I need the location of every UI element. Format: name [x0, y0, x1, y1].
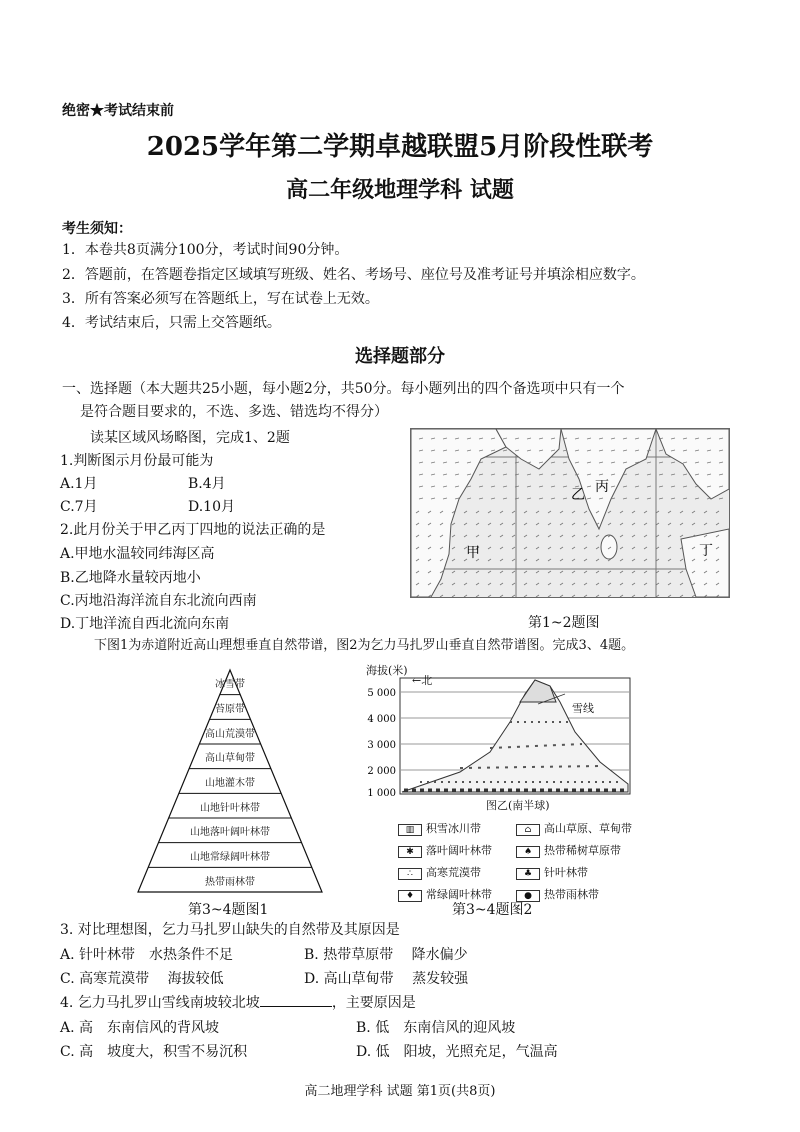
q4-stem-post: ，主要原因是	[331, 995, 416, 1011]
notice-heading: 考生须知：	[62, 221, 132, 237]
y-tick-label: 4 000	[367, 714, 396, 725]
figure-caption: 第3~4题图1	[188, 902, 269, 918]
option-d: D. 低 阳坡，光照充足，气温高	[356, 1044, 558, 1060]
option-a: A. 针叶林带 水热条件不足	[60, 947, 234, 963]
legend-item	[516, 864, 588, 880]
y-axis-title: 海拔(米)	[366, 664, 408, 677]
legend-label: 落叶阔叶林带	[426, 844, 492, 857]
zone-label: 冰雪带	[215, 679, 245, 691]
option-b: B. 热带草原带 降水偏少	[304, 947, 468, 963]
legend-item	[516, 820, 632, 836]
part-instruction: 一、选择题（本大题共25小题，每小题2分，共50分。每小题列出的四个备选项中只有一个	[62, 381, 625, 397]
legend-swatch-icon: ⌂	[516, 824, 540, 836]
legend-swatch-icon: ∴	[398, 868, 422, 880]
figure-caption: 第3~4题图2	[452, 902, 533, 918]
legend-item	[398, 820, 481, 836]
legend-label: 常绿阔叶林带	[426, 888, 492, 901]
legend-item	[516, 842, 621, 858]
zone-label: 热带雨林带	[205, 876, 255, 888]
option-c: C. 高寒荒漠带 海拔较低	[60, 971, 224, 987]
figure-subtitle: 图乙(南半球)	[486, 799, 550, 812]
snowline-label: 雪线	[572, 702, 594, 715]
label-ding: 丁	[699, 543, 713, 559]
y-tick-label: 5 000	[367, 688, 396, 699]
label-bing: 丙	[595, 479, 609, 495]
option-c: C. 高 坡度大，积雪不易沉积	[60, 1044, 248, 1060]
part-instruction: 是符合题目要求的，不选、多选、错选均不得分）	[80, 404, 388, 420]
legend-swatch-icon: ♦	[398, 890, 422, 902]
zone-label: 山地常绿阔叶林带	[190, 852, 270, 863]
legend-label: 热带稀树草原带	[544, 844, 621, 857]
figure-caption: 第1~2题图	[528, 615, 600, 631]
page-footer: 高二地理学科 试题 第1页(共8页)	[304, 1084, 496, 1099]
label-jia: 甲	[466, 545, 480, 561]
option-d: D.10月	[188, 499, 235, 515]
zone-label: 高山草甸带	[205, 753, 255, 765]
section-title: 选择题部分	[355, 346, 445, 367]
option-c: C.丙地沿海洋流自东北流向西南	[60, 593, 257, 609]
legend-label: 高山草原、草甸带	[544, 822, 632, 835]
y-tick-label: 2 000	[367, 766, 396, 777]
zone-label: 苔原带	[215, 704, 245, 715]
option-b: B.4月	[188, 476, 226, 492]
notice-item: 2．答题前，在答题卷指定区域填写班级、姓名、考场号、座位号及准考证号并填涂相应数字。	[62, 267, 645, 283]
q4-stem-pre: 4. 乞力马扎罗山雪线南坡较北坡	[60, 995, 260, 1011]
notice-item: 4．考试结束后，只需上交答题纸。	[62, 315, 281, 331]
option-a: A.1月	[60, 476, 98, 492]
label-yi: 乙	[571, 487, 585, 503]
question-stem: 1.判断图示月份最可能为	[60, 453, 214, 469]
answer-blank	[260, 994, 332, 1007]
legend-swatch-icon: ♣	[516, 868, 540, 880]
zone-label: 山地针叶林带	[200, 802, 260, 814]
option-c: C.7月	[60, 499, 98, 515]
y-tick-label: 3 000	[367, 740, 396, 751]
north-arrow: ←北	[412, 674, 433, 687]
wind-field-map	[410, 428, 730, 598]
legend-label: 针叶林带	[544, 866, 588, 879]
notice-item: 1．本卷共8页满分100分，考试时间90分钟。	[62, 242, 349, 258]
exam-title: 2025学年第二学期卓越联盟5月阶段性联考	[146, 132, 654, 162]
option-d: D.丁地洋流自西北流向东南	[60, 616, 230, 632]
zone-label: 山地落叶阔叶林带	[190, 827, 270, 839]
option-a: A. 高 东南信风的背风坡	[60, 1020, 220, 1036]
legend-item	[398, 864, 481, 880]
option-a: A.甲地水温较同纬海区高	[60, 546, 215, 562]
legend-label: 积雪冰川带	[426, 822, 481, 835]
option-d: D. 高山草甸带 蒸发较强	[304, 971, 469, 987]
y-tick-label: 1 000	[367, 788, 396, 799]
exam-subtitle: 高二年级地理学科 试题	[286, 177, 514, 203]
legend-label: 高寒荒漠带	[426, 866, 481, 879]
confidential-mark: 绝密★考试结束前	[62, 103, 174, 119]
notice-item: 3．所有答案必须写在答题纸上，写在试卷上无效。	[62, 291, 379, 307]
question-stem: 3. 对比理想图，乞力马扎罗山缺失的自然带及其原因是	[60, 922, 400, 938]
option-b: B.乙地降水量较丙地小	[60, 570, 201, 586]
legend-swatch-icon: ♠	[516, 846, 540, 858]
legend-item	[398, 842, 492, 858]
legend-label: 热带雨林带	[544, 888, 599, 901]
question-intro: 下图1为赤道附近高山理想垂直自然带谱，图2为乞力马扎罗山垂直自然带谱图。完成3、4题。	[94, 638, 635, 653]
question-stem	[60, 992, 416, 1012]
zone-label: 高山荒漠带	[205, 728, 255, 740]
question-intro: 读某区域风场略图，完成1、2题	[90, 430, 290, 446]
zone-label: 山地灌木带	[205, 778, 255, 789]
legend-swatch-icon: ▥	[398, 824, 422, 836]
question-stem: 2.此月份关于甲乙丙丁四地的说法正确的是	[60, 522, 326, 538]
legend-swatch-icon: ✱	[398, 846, 422, 858]
legend-swatch-icon: ●	[516, 890, 540, 902]
kilimanjaro-profile	[360, 672, 640, 808]
north-label: 北	[421, 674, 433, 687]
option-b: B. 低 东南信风的迎风坡	[356, 1020, 516, 1036]
